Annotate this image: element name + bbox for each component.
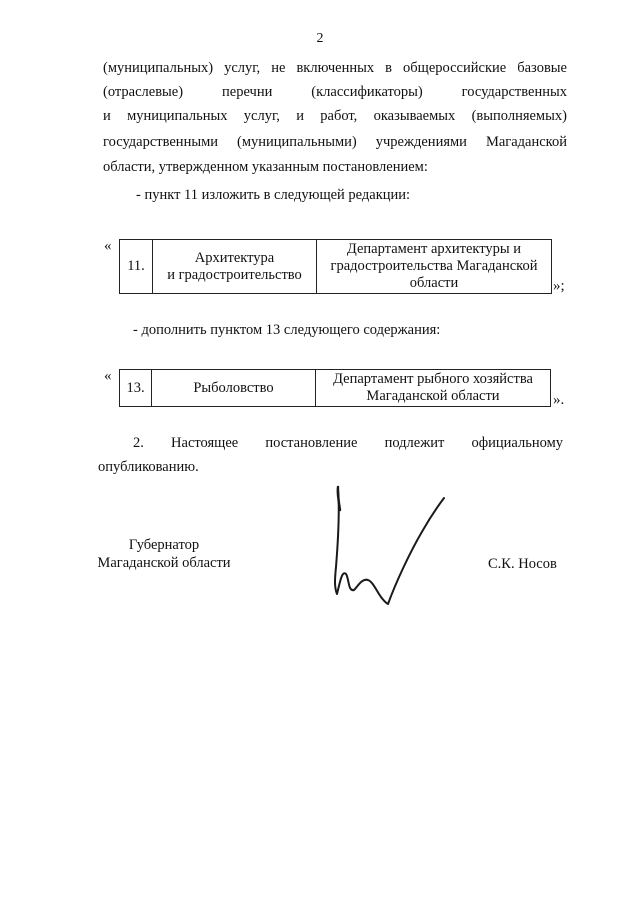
page-number: 2 — [316, 31, 324, 46]
word: (отраслевые) — [103, 84, 184, 100]
word: государственных — [461, 84, 567, 100]
signatory-title-line: Магаданской области — [97, 555, 231, 571]
word: Настоящее — [171, 435, 239, 451]
close-quote: »; — [553, 278, 565, 294]
item-name — [153, 240, 317, 294]
item-name-line: Архитектура — [194, 249, 275, 266]
word: подлежит — [384, 435, 445, 451]
entry-table-11 — [119, 239, 552, 294]
word: государственными — [103, 134, 219, 150]
item-number: 11. — [120, 240, 153, 294]
entry-table-13 — [119, 369, 551, 407]
word: оказываемых — [373, 108, 456, 124]
signature-stroke — [335, 487, 444, 604]
department-line: Магаданской области — [366, 388, 500, 404]
department-line: Департамент архитектуры и — [346, 241, 522, 257]
word: перечни — [222, 84, 273, 100]
open-quote: « — [104, 368, 112, 384]
word: базовые — [517, 60, 567, 76]
word: не — [271, 60, 286, 76]
paragraph-line — [103, 58, 567, 78]
item11-intro: - пункт 11 изложить в следующей редакции: — [136, 187, 411, 203]
paragraph-line: области, утвержденном указанным постановлением: — [103, 159, 428, 175]
department-line: градостроительства Магаданской — [330, 258, 538, 274]
word: и — [103, 108, 111, 124]
handwritten-signature — [318, 482, 458, 612]
close-quote: ». — [553, 392, 565, 408]
item-department — [317, 240, 552, 294]
item-name-line: и градостроительство — [167, 266, 302, 283]
signer-name: С.К. Носов — [488, 556, 557, 572]
word: официальному — [471, 435, 563, 451]
item13-intro: - дополнить пунктом 13 следующего содержания: — [133, 322, 441, 338]
table-row — [120, 240, 552, 294]
word: (муниципальных) — [103, 60, 214, 76]
paragraph-line — [103, 132, 567, 152]
signatory-title — [94, 536, 234, 572]
word: в — [385, 60, 392, 76]
word: и — [296, 108, 304, 124]
paragraph-line: опубликованию. — [98, 459, 199, 475]
word: включенных — [296, 60, 375, 76]
open-quote: « — [104, 238, 112, 254]
word: услуг, — [224, 60, 261, 76]
word: учреждениями — [375, 134, 467, 150]
word: общероссийские — [403, 60, 507, 76]
word: (выполняемых) — [471, 108, 567, 124]
department-line: области — [409, 275, 459, 291]
word: постановление — [265, 435, 358, 451]
item-department — [316, 370, 551, 407]
paragraph-line — [133, 433, 563, 453]
item-number: 13. — [120, 370, 152, 407]
word: (классификаторы) — [311, 84, 423, 100]
word: муниципальных — [127, 108, 228, 124]
word: услуг, — [243, 108, 280, 124]
signatory-title-line: Губернатор — [128, 537, 200, 553]
table-row — [120, 370, 551, 407]
paragraph-line — [103, 82, 567, 102]
word: работ, — [320, 108, 358, 124]
word: 2. — [133, 435, 144, 451]
department-line: Департамент рыбного хозяйства — [333, 371, 533, 387]
item-name: Рыболовство — [152, 370, 316, 407]
word: (муниципальными) — [237, 134, 357, 150]
paragraph-line — [103, 106, 567, 126]
word: Магаданской — [485, 134, 567, 150]
